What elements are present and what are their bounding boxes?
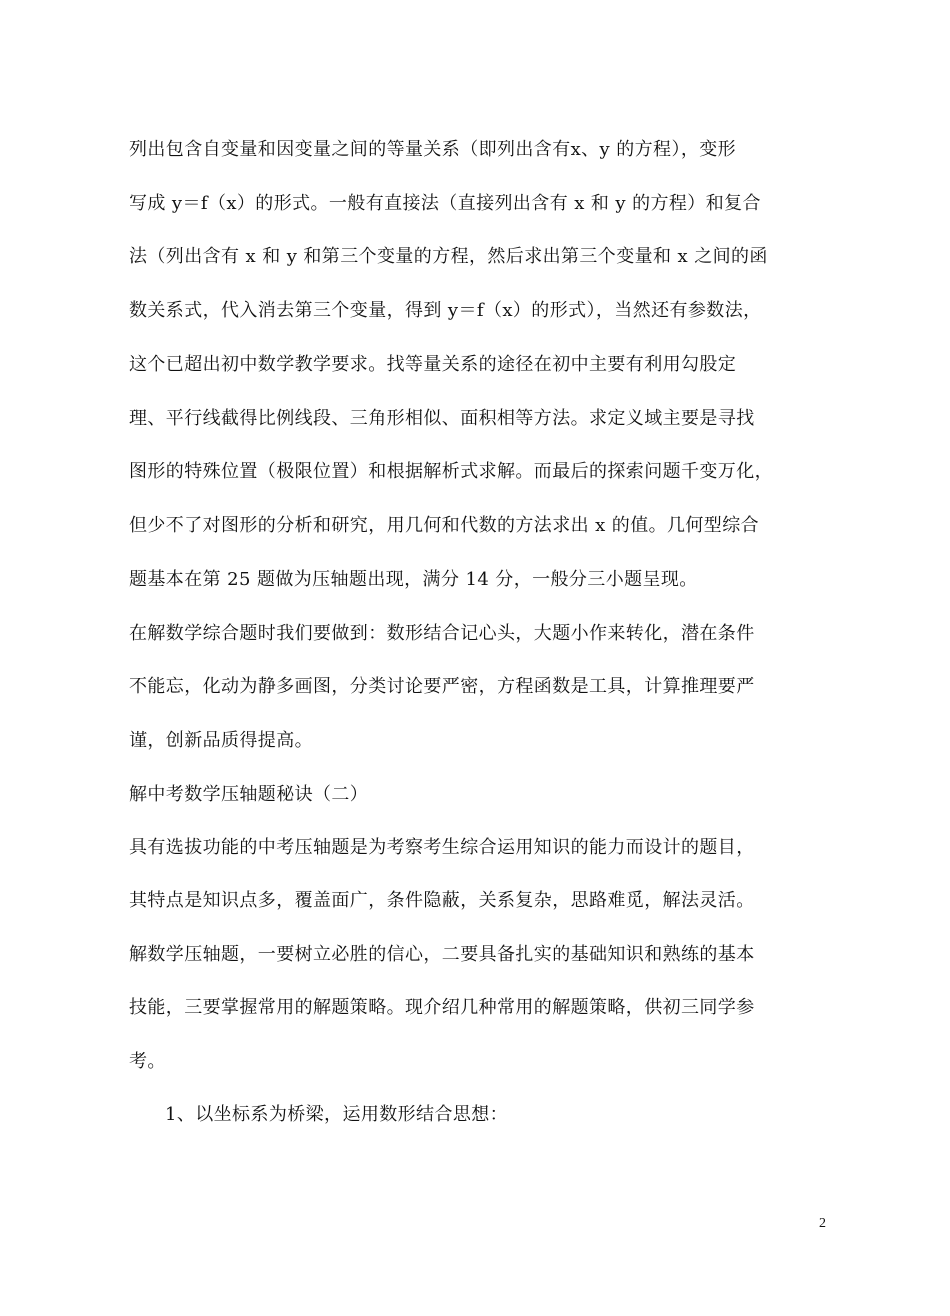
text-line: 列出包含自变量和因变量之间的等量关系（即列出含有x、y 的方程），变形 <box>129 139 737 160</box>
text-line: 在解数学综合题时我们要做到：数形结合记心头，大题小作来转化，潜在条件 <box>129 623 755 644</box>
text-line: 这个已超出初中数学教学要求。找等量关系的途径在初中主要有利用勾股定 <box>129 354 737 375</box>
text-line: 技能，三要掌握常用的解题策略。现介绍几种常用的解题策略，供初三同学参 <box>129 997 755 1018</box>
text-line: 法（列出含有 x 和 y 和第三个变量的方程，然后求出第三个变量和 x 之间的函 <box>129 246 768 267</box>
text-line: 数关系式，代入消去第三个变量，得到 y＝f（x）的形式），当然还有参数法， <box>129 300 762 321</box>
text-line: 但少不了对图形的分析和研究，用几何和代数的方法求出 x 的值。几何型综合 <box>129 515 759 536</box>
text-line: 题基本在第 25 题做为压轴题出现，满分 14 分，一般分三小题呈现。 <box>129 569 698 590</box>
text-line: 写成 y＝f（x）的形式。一般有直接法（直接列出含有 x 和 y 的方程）和复合 <box>129 193 761 214</box>
text-line: 考。 <box>129 1051 166 1072</box>
numbered-item: 1、以坐标系为桥梁，运用数形结合思想： <box>165 1104 509 1125</box>
text-line: 具有选拔功能的中考压轴题是为考察考生综合运用知识的能力而设计的题目， <box>129 837 755 858</box>
text-line: 谨，创新品质得提高。 <box>129 730 313 751</box>
text-line: 解数学压轴题，一要树立必胜的信心，二要具备扎实的基础知识和熟练的基本 <box>129 944 755 965</box>
section-heading: 解中考数学压轴题秘诀（二） <box>129 784 369 805</box>
page-number: 2 <box>819 1216 826 1231</box>
text-line: 其特点是知识点多，覆盖面广，条件隐蔽，关系复杂，思路难觅，解法灵活。 <box>129 890 755 911</box>
text-line: 图形的特殊位置（极限位置）和根据解析式求解。而最后的探索问题千变万化， <box>129 461 773 482</box>
text-line: 理、平行线截得比例线段、三角形相似、面积相等方法。求定义域主要是寻找 <box>129 408 755 429</box>
text-line: 不能忘，化动为静多画图，分类讨论要严密，方程函数是工具，计算推理要严 <box>129 676 755 697</box>
